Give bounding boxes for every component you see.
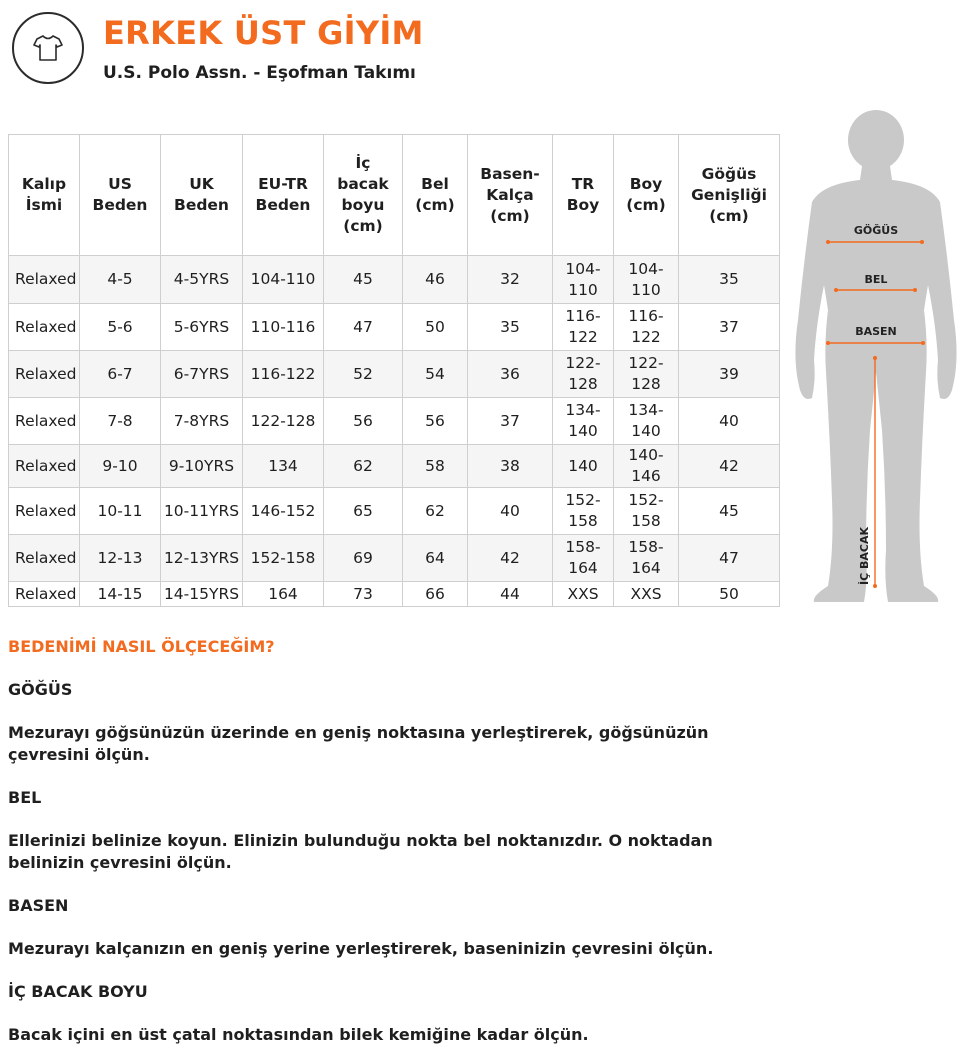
measure-section-text: Mezurayı kalçanızın en geniş yerine yerleştirerek, baseninizin çevresini ölçün. bbox=[8, 939, 714, 958]
column-header bbox=[324, 135, 403, 256]
table-row bbox=[9, 488, 780, 535]
column-header-line: Kalça bbox=[486, 185, 534, 204]
column-header-line: Genişliği bbox=[691, 185, 767, 204]
table-cell: 50 bbox=[679, 582, 780, 607]
table-cell: 42 bbox=[679, 445, 780, 488]
table-cell: 45 bbox=[679, 488, 780, 535]
table-header-row bbox=[9, 135, 780, 256]
column-header-line: TR bbox=[571, 175, 595, 193]
body-silhouette bbox=[795, 110, 956, 602]
table-cell: 46 bbox=[403, 256, 468, 304]
table-cell: 146-152 bbox=[243, 488, 324, 535]
table-cell: 134-140 bbox=[553, 398, 614, 445]
table-cell: 65 bbox=[324, 488, 403, 535]
table-cell: 116-122 bbox=[553, 304, 614, 351]
column-header-line: Beden bbox=[92, 196, 148, 214]
table-cell: 9-10YRS bbox=[161, 445, 243, 488]
column-header-line: (cm) bbox=[709, 206, 749, 225]
table-row bbox=[9, 256, 780, 304]
measure-section-heading: BASEN bbox=[8, 896, 69, 915]
table-cell: Relaxed bbox=[9, 351, 80, 398]
table-cell: 4-5 bbox=[80, 256, 161, 304]
table-cell: 12-13 bbox=[80, 535, 161, 582]
column-header bbox=[80, 135, 161, 256]
table-cell: 14-15 bbox=[80, 582, 161, 607]
table-cell: 158-164 bbox=[614, 535, 679, 582]
column-header-line: EU-TR bbox=[258, 175, 308, 193]
table-row bbox=[9, 398, 780, 445]
table-row bbox=[9, 535, 780, 582]
table-cell: 44 bbox=[468, 582, 553, 607]
table-cell: XXS bbox=[614, 582, 679, 607]
column-header-line: (cm) bbox=[343, 217, 383, 235]
table-cell: 32 bbox=[468, 256, 553, 304]
table-cell: 5-6YRS bbox=[161, 304, 243, 351]
column-header-line: İç bbox=[355, 154, 371, 172]
table-cell: 104-110 bbox=[553, 256, 614, 304]
table-cell: 47 bbox=[324, 304, 403, 351]
table-cell: 73 bbox=[324, 582, 403, 607]
table-cell: 152-158 bbox=[614, 488, 679, 535]
column-header-line: UK bbox=[189, 175, 214, 193]
size-table bbox=[8, 134, 780, 607]
column-header bbox=[403, 135, 468, 256]
table-cell: 62 bbox=[403, 488, 468, 535]
table-cell: 4-5YRS bbox=[161, 256, 243, 304]
table-row bbox=[9, 582, 780, 607]
table-cell: XXS bbox=[553, 582, 614, 607]
table-cell: 69 bbox=[324, 535, 403, 582]
table-cell: 39 bbox=[679, 351, 780, 398]
table-cell: Relaxed bbox=[9, 256, 80, 304]
table-cell: 104-110 bbox=[614, 256, 679, 304]
column-header bbox=[553, 135, 614, 256]
table-cell: Relaxed bbox=[9, 398, 80, 445]
hip-label: BASEN bbox=[855, 325, 897, 338]
column-header bbox=[614, 135, 679, 256]
table-cell: Relaxed bbox=[9, 445, 80, 488]
table-cell: 47 bbox=[679, 535, 780, 582]
table-cell: 9-10 bbox=[80, 445, 161, 488]
table-cell: 37 bbox=[468, 398, 553, 445]
table-cell: Relaxed bbox=[9, 535, 80, 582]
table-cell: 122-128 bbox=[243, 398, 324, 445]
table-cell: 122-128 bbox=[614, 351, 679, 398]
table-cell: 40 bbox=[679, 398, 780, 445]
table-cell: 134 bbox=[243, 445, 324, 488]
column-header bbox=[679, 135, 780, 256]
table-cell: 50 bbox=[403, 304, 468, 351]
page-subtitle: U.S. Polo Assn. - Eşofman Takımı bbox=[103, 63, 416, 83]
measure-section-text: Mezurayı göğsünüzün üzerinde en geniş noktasına yerleştirerek, göğsünüzün çevresini ölçün. bbox=[8, 723, 709, 764]
column-header-line: US bbox=[108, 175, 132, 193]
table-cell: 10-11YRS bbox=[161, 488, 243, 535]
figure-head bbox=[848, 110, 904, 170]
table-cell: 110-116 bbox=[243, 304, 324, 351]
table-cell: Relaxed bbox=[9, 488, 80, 535]
column-header-line: boyu bbox=[341, 196, 385, 214]
table-cell: 35 bbox=[468, 304, 553, 351]
table-cell: 116-122 bbox=[614, 304, 679, 351]
column-header-line: Bel bbox=[421, 175, 449, 193]
chest-label: GÖĞÜS bbox=[853, 224, 899, 237]
table-row bbox=[9, 304, 780, 351]
column-header bbox=[9, 135, 80, 256]
measure-section-text: Bacak içini en üst çatal noktasından bilek kemiğine kadar ölçün. bbox=[8, 1025, 589, 1044]
table-cell: Relaxed bbox=[9, 304, 80, 351]
table-cell: 45 bbox=[324, 256, 403, 304]
column-header-line: İsmi bbox=[25, 196, 63, 214]
table-cell: 12-13YRS bbox=[161, 535, 243, 582]
measure-section-heading: İÇ BACAK BOYU bbox=[8, 982, 148, 1001]
table-cell: 7-8YRS bbox=[161, 398, 243, 445]
table-cell: 140-146 bbox=[614, 445, 679, 488]
table-cell: 5-6 bbox=[80, 304, 161, 351]
measure-section-heading: GÖĞÜS bbox=[8, 680, 73, 699]
table-cell: 37 bbox=[679, 304, 780, 351]
column-header bbox=[161, 135, 243, 256]
body-measurement-figure bbox=[790, 110, 960, 606]
measure-guide-title: BEDENİMİ NASIL ÖLÇECEĞİM? bbox=[8, 637, 275, 656]
table-cell: 56 bbox=[324, 398, 403, 445]
measure-section-heading: BEL bbox=[8, 788, 42, 807]
column-header-line: Boy bbox=[629, 175, 663, 193]
table-cell: 10-11 bbox=[80, 488, 161, 535]
table-cell: 54 bbox=[403, 351, 468, 398]
table-cell: 52 bbox=[324, 351, 403, 398]
table-cell: 64 bbox=[403, 535, 468, 582]
table-cell: 122-128 bbox=[553, 351, 614, 398]
measure-guide bbox=[8, 636, 788, 1046]
column-header-line: Beden bbox=[174, 196, 229, 214]
page-title: ERKEK ÜST GİYİM bbox=[103, 14, 424, 52]
table-cell: 104-110 bbox=[243, 256, 324, 304]
column-header-line: Göğüs bbox=[701, 164, 757, 183]
table-row bbox=[9, 445, 780, 488]
column-header bbox=[243, 135, 324, 256]
table-cell: 36 bbox=[468, 351, 553, 398]
table-cell: 140 bbox=[553, 445, 614, 488]
column-header-line: (cm) bbox=[490, 206, 530, 225]
table-cell: 66 bbox=[403, 582, 468, 607]
table-cell: 134-140 bbox=[614, 398, 679, 445]
column-header-line: Boy bbox=[566, 196, 600, 214]
table-cell: 42 bbox=[468, 535, 553, 582]
table-cell: 152-158 bbox=[553, 488, 614, 535]
tshirt-icon bbox=[12, 12, 84, 84]
table-cell: 6-7YRS bbox=[161, 351, 243, 398]
table-cell: 7-8 bbox=[80, 398, 161, 445]
table-cell: 152-158 bbox=[243, 535, 324, 582]
column-header-line: (cm) bbox=[626, 196, 666, 214]
table-body bbox=[9, 256, 780, 607]
waist-label: BEL bbox=[864, 273, 888, 286]
column-header bbox=[468, 135, 553, 256]
table-cell: 14-15YRS bbox=[161, 582, 243, 607]
table-row bbox=[9, 351, 780, 398]
table-cell: 116-122 bbox=[243, 351, 324, 398]
table-cell: 56 bbox=[403, 398, 468, 445]
column-header-line: (cm) bbox=[415, 196, 455, 214]
column-header-line: bacak bbox=[337, 175, 389, 193]
table-cell: 6-7 bbox=[80, 351, 161, 398]
table-cell: Relaxed bbox=[9, 582, 80, 607]
table-cell: 38 bbox=[468, 445, 553, 488]
column-header-line: Basen- bbox=[480, 164, 540, 183]
table-cell: 40 bbox=[468, 488, 553, 535]
table-cell: 158-164 bbox=[553, 535, 614, 582]
table-cell: 58 bbox=[403, 445, 468, 488]
table-cell: 35 bbox=[679, 256, 780, 304]
column-header-line: Beden bbox=[255, 196, 311, 214]
inseam-label: İÇ BACAK bbox=[858, 526, 871, 586]
column-header-line: Kalıp bbox=[21, 175, 67, 193]
table-cell: 62 bbox=[324, 445, 403, 488]
measure-section-text: Ellerinizi belinize koyun. Elinizin bulunduğu nokta bel noktanızdır. O noktadan belinizin çevresini ölçün. bbox=[8, 831, 713, 872]
table-cell: 164 bbox=[243, 582, 324, 607]
